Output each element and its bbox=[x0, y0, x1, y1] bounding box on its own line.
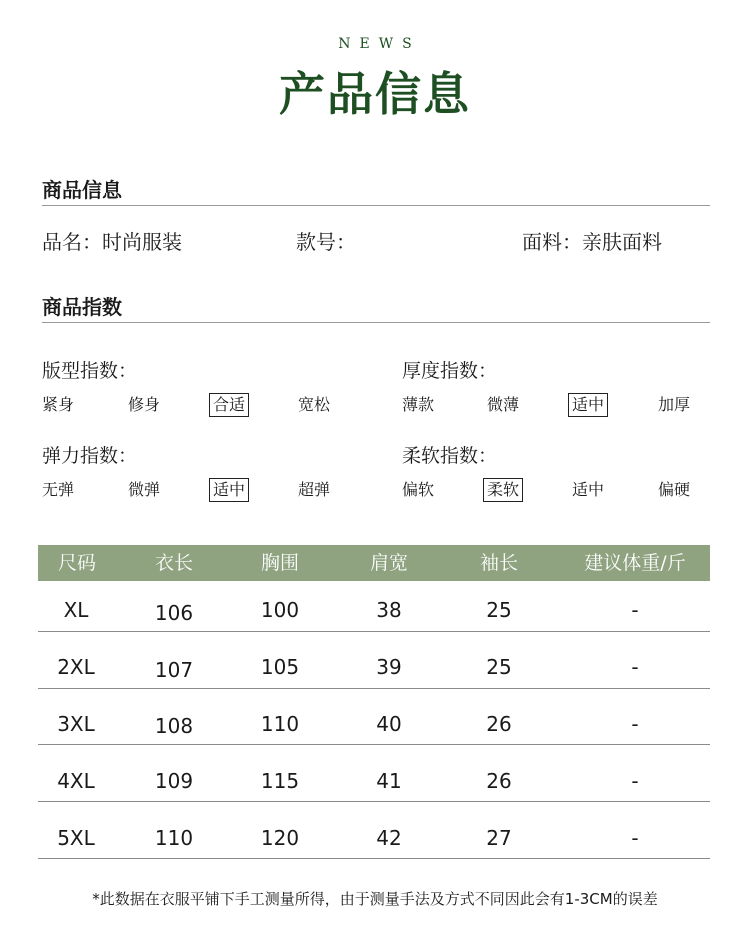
product-info-divider bbox=[42, 205, 710, 206]
table-cell-chest: 115 bbox=[260, 769, 300, 793]
product-info-heading: 商品信息 bbox=[42, 178, 122, 202]
table-cell-size: 2XL bbox=[57, 655, 95, 679]
fit-option: 紧身 bbox=[42, 395, 75, 414]
table-row-divider bbox=[38, 631, 710, 632]
weight-header: 建议体重/斤 bbox=[584, 552, 686, 574]
elasticity-option: 微弹 bbox=[128, 480, 161, 499]
product-model: 款号： bbox=[296, 230, 356, 254]
sleeve-header: 袖长 bbox=[479, 552, 518, 574]
table-cell-weight: - bbox=[631, 826, 639, 850]
thickness-option: 微薄 bbox=[487, 395, 520, 414]
length-header: 衣长 bbox=[154, 552, 193, 574]
softness-index-label: 柔软指数： bbox=[402, 445, 498, 467]
table-cell-size: 3XL bbox=[57, 712, 95, 736]
thickness-option: 薄款 bbox=[402, 395, 435, 414]
table-cell-chest: 120 bbox=[260, 826, 300, 850]
table-cell-weight: - bbox=[631, 712, 639, 736]
softness-option-selected: 柔软 bbox=[483, 478, 523, 502]
table-cell-shoulder: 41 bbox=[376, 769, 402, 793]
table-cell-weight: - bbox=[631, 769, 639, 793]
size-header: 尺码 bbox=[57, 552, 96, 574]
fit-option: 修身 bbox=[128, 395, 161, 414]
table-cell-sleeve: 27 bbox=[486, 826, 512, 850]
product-fabric: 面料：亲肤面料 bbox=[522, 230, 662, 254]
table-cell-chest: 105 bbox=[260, 655, 300, 679]
table-row-divider bbox=[38, 744, 710, 745]
elasticity-index-label: 弹力指数： bbox=[42, 445, 138, 467]
softness-option: 偏软 bbox=[402, 480, 435, 499]
table-cell-shoulder: 42 bbox=[376, 826, 402, 850]
product-indices-heading: 商品指数 bbox=[42, 295, 122, 319]
table-row-divider bbox=[38, 688, 710, 689]
news-label: NEWS bbox=[338, 36, 421, 52]
table-cell-weight: - bbox=[631, 655, 639, 679]
table-cell-sleeve: 26 bbox=[486, 769, 512, 793]
elasticity-option-selected: 适中 bbox=[209, 478, 249, 502]
elasticity-option: 超弹 bbox=[298, 480, 331, 499]
table-cell-weight: - bbox=[631, 598, 639, 622]
product-name: 品名：时尚服装 bbox=[42, 230, 182, 254]
table-cell-sleeve: 26 bbox=[486, 712, 512, 736]
fit-index-label: 版型指数： bbox=[42, 360, 138, 382]
table-cell-length: 109 bbox=[154, 769, 194, 793]
thickness-option-selected: 适中 bbox=[568, 393, 608, 417]
fit-option: 宽松 bbox=[298, 395, 331, 414]
table-row-divider bbox=[38, 858, 710, 859]
softness-option: 适中 bbox=[572, 480, 605, 499]
elasticity-option: 无弹 bbox=[42, 480, 75, 499]
product-indices-divider bbox=[42, 322, 710, 323]
table-cell-size: XL bbox=[63, 598, 89, 622]
table-cell-size: 4XL bbox=[57, 769, 95, 793]
page-title: 产品信息 bbox=[279, 67, 471, 121]
table-cell-chest: 100 bbox=[260, 598, 300, 622]
measurement-footnote: *此数据在衣服平铺下手工测量所得，由于测量手法及方式不同因此会有1-3CM的误差 bbox=[92, 890, 658, 908]
table-row-divider bbox=[38, 801, 710, 802]
shoulder-header: 肩宽 bbox=[369, 552, 408, 574]
chest-header: 胸围 bbox=[260, 552, 299, 574]
table-cell-shoulder: 38 bbox=[376, 598, 402, 622]
table-cell-length: 107 bbox=[154, 658, 194, 682]
table-cell-sleeve: 25 bbox=[486, 655, 512, 679]
table-cell-length: 106 bbox=[154, 601, 194, 625]
thickness-index-label: 厚度指数： bbox=[402, 360, 498, 382]
table-cell-chest: 110 bbox=[260, 712, 300, 736]
fit-option-selected: 合适 bbox=[209, 393, 249, 417]
table-cell-size: 5XL bbox=[57, 826, 95, 850]
table-cell-sleeve: 25 bbox=[486, 598, 512, 622]
softness-option: 偏硬 bbox=[658, 480, 691, 499]
table-cell-length: 110 bbox=[154, 826, 194, 850]
thickness-option: 加厚 bbox=[658, 395, 691, 414]
table-cell-shoulder: 40 bbox=[376, 712, 402, 736]
table-cell-shoulder: 39 bbox=[376, 655, 402, 679]
table-cell-length: 108 bbox=[154, 714, 194, 738]
